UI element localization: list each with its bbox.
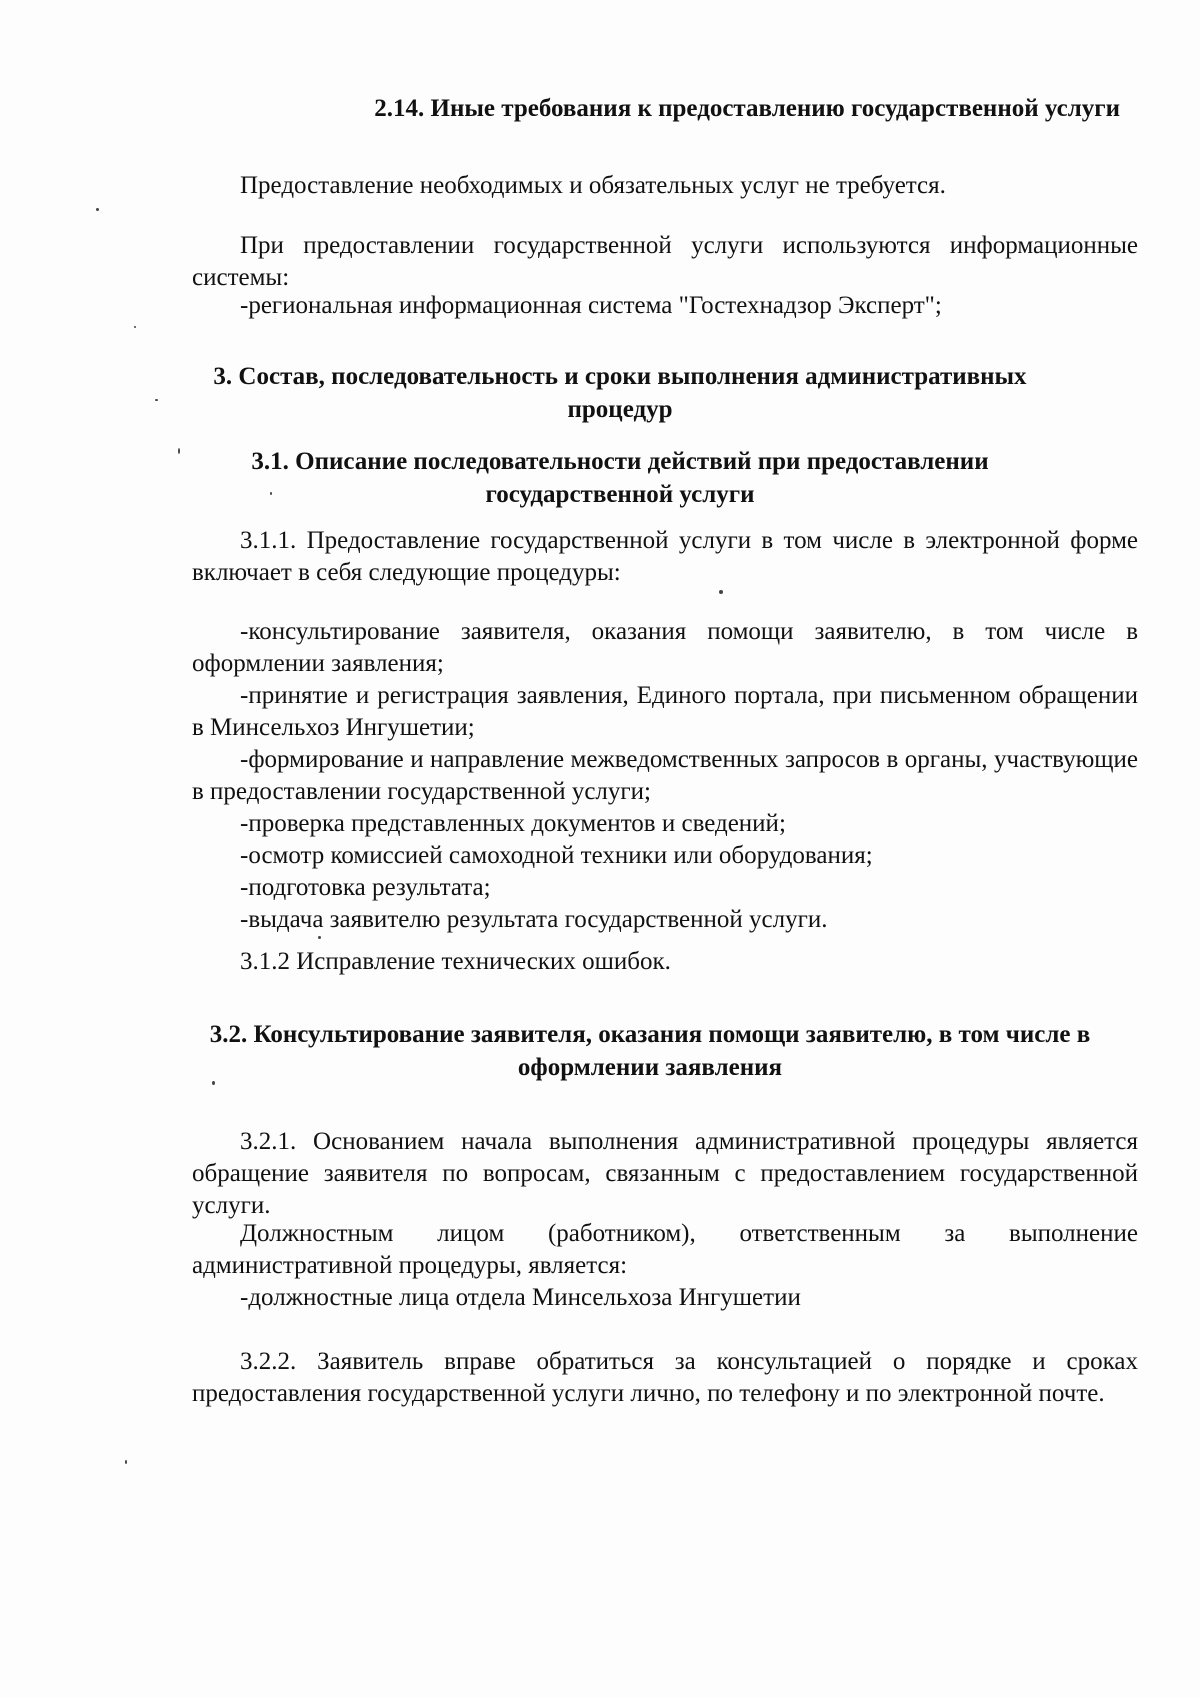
list-item: -консультирование заявителя, оказания помощи заявителю, в том числе в оформлении заявления; [192,618,1138,677]
scan-speck [719,590,723,594]
scan-speck [155,399,158,401]
s214-paragraph-2: При предоставлении государственной услуги используются информационные системы: [192,232,1138,291]
s322-paragraph: 3.2.2. Заявитель вправе обратиться за консультацией о порядке и сроках предоставления государственной услуги лично, по телефону и по электронной почте. [192,1348,1138,1407]
scan-speck [178,448,180,454]
section-2-14-heading: 2.14. Иные требования к предоставлению государственной услуги [374,95,1120,122]
scan-speck [96,208,99,211]
list-item: -подготовка результата; [240,874,491,901]
s311-paragraph: 3.1.1. Предоставление государственной услуги в том числе в электронной форме включает в себя следующие процедуры: [192,527,1138,586]
scan-speck [125,1460,127,1464]
s321-responsible-item: -должностные лица отдела Минсельхоза Ингушетии [240,1284,801,1311]
scan-speck [212,1081,215,1085]
section-3-2-heading: 3.2. Консультирование заявителя, оказания помощи заявителю, в том числе в оформлении заявления [209,1021,1091,1081]
list-item: -принятие и регистрация заявления, Единого портала, при письменном обращении в Минсельхоз Ингушетии; [192,682,1138,741]
s214-list-item: -региональная информационная система "Гостехнадзор Эксперт"; [240,292,942,319]
s214-paragraph-1: Предоставление необходимых и обязательных услуг не требуется. [240,172,946,199]
list-item: -формирование и направление межведомственных запросов в органы, участвующие в предоставлении государственной услуги; [192,746,1138,805]
list-item: -осмотр комиссией самоходной техники или оборудования; [240,842,873,869]
scan-speck [134,326,136,328]
section-3-heading: 3. Состав, последовательность и сроки выполнения административных процедур [213,363,1027,423]
list-item: -проверка представленных документов и сведений; [240,810,786,837]
list-item: -выдача заявителю результата государственной услуги. [240,906,828,933]
s321-responsible-paragraph: Должностным лицом (работником), ответственным за выполнение административной процедуры, является: [192,1220,1138,1279]
s321-paragraph: 3.2.1. Основанием начала выполнения административной процедуры является обращение заявителя по вопросам, связанным с предоставлением государственной услуги. [192,1128,1138,1219]
scan-speck [318,936,321,939]
section-3-1-heading: 3.1. Описание последовательности действий при предоставлении государственной услуги [251,448,989,508]
s31-procedure-list [192,616,1138,936]
s312-paragraph: 3.1.2 Исправление технических ошибок. [240,948,671,975]
scan-speck [270,492,272,495]
